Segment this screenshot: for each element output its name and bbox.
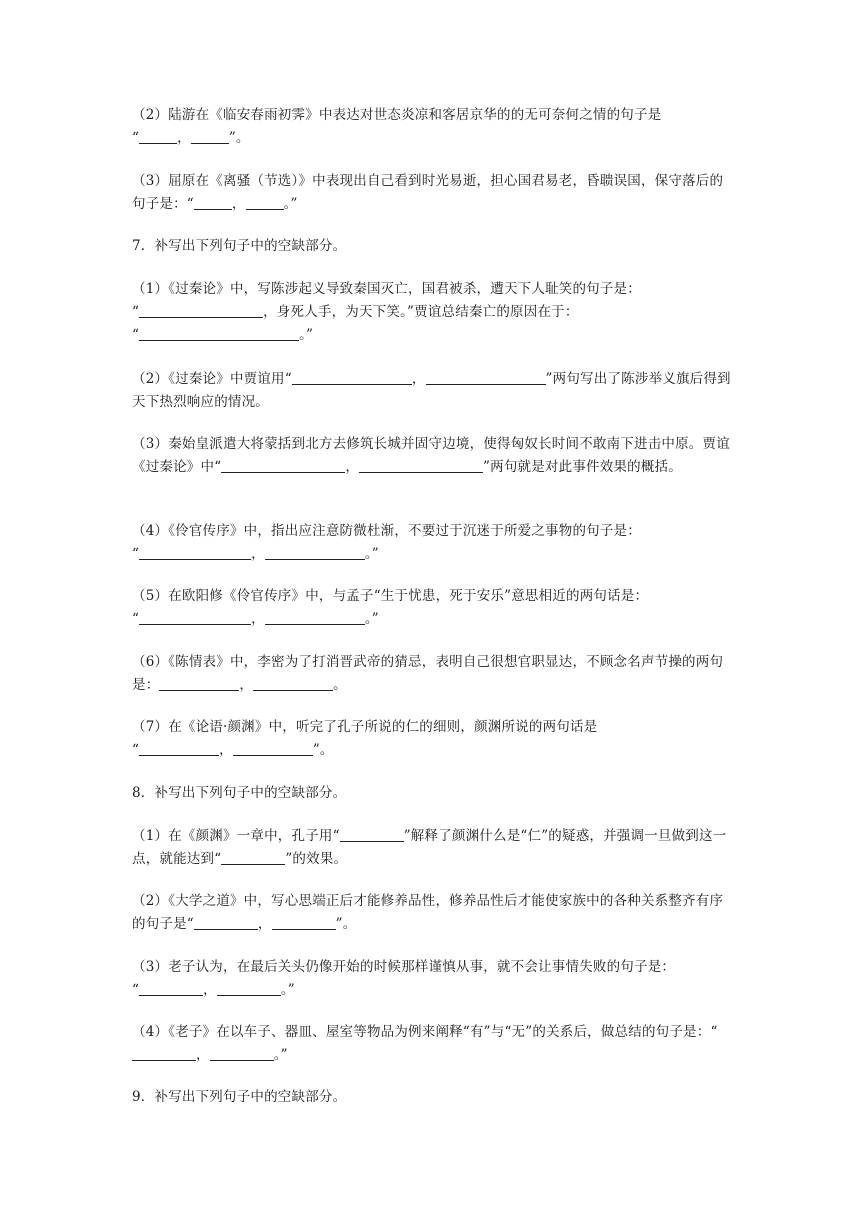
question-8-1: （1）在《颜渊》一章中，孔子用“ ”解释了颜渊什么是“仁”的疑惑，并强调一旦做到这一点，就能达到“ ”的效果。 [132, 828, 727, 867]
answer-blank[interactable] [292, 370, 412, 385]
question-8-4: （4）《老子》在以车子、器皿、屋室等物品为例来阐释“有”与“无”的关系后，做总结的句子是：“， 。” [132, 1024, 718, 1063]
answer-blank[interactable] [139, 303, 263, 318]
answer-blank[interactable] [139, 545, 251, 560]
answer-blank[interactable] [139, 610, 251, 625]
question-7-2: （2）《过秦论》中贾谊用“ ， ”两句写出了陈涉举义旗后得到天下热烈响应的情况。 [132, 371, 731, 410]
answer-blank[interactable] [191, 129, 229, 144]
answer-blank[interactable] [132, 1046, 196, 1061]
answer-blank[interactable] [217, 981, 281, 996]
question-7-6: （6）《陈情表》中，李密为了打消晋武帝的猜忌，表明自己很想官职显达，不顾念名声节操的两句是： ， 。 [132, 654, 724, 693]
question-8-heading: 8．补写出下列句子中的空缺部分。 [132, 785, 347, 801]
answer-blank[interactable] [210, 1046, 274, 1061]
question-7-1: （1）《过秦论》中，写陈涉起义导致秦国灭亡，国君被杀，遭天下人耻笑的句子是： “ ，身死人手，为天下笑。”贾谊总结秦亡的原因在于： “ 。” [132, 281, 641, 343]
answer-blank[interactable] [265, 545, 365, 560]
answer-blank[interactable] [139, 741, 219, 756]
answer-blank[interactable] [340, 827, 404, 842]
question-8-2: （2）《大学之道》中，写心思端正后才能修养品性，修养品性后才能使家族中的各种关系整齐有序的句子是“ ， ”。 [132, 893, 724, 932]
answer-blank[interactable] [426, 370, 546, 385]
answer-blank[interactable] [139, 129, 177, 144]
answer-blank[interactable] [194, 195, 232, 210]
answer-blank[interactable] [159, 676, 239, 691]
answer-blank[interactable] [253, 676, 333, 691]
question-7-5: （5）在欧阳修《伶官传序》中，与孟子“生于忧患，死于安乐”意思相近的两句话是： “ ， 。” [132, 588, 649, 627]
question-7-4: （4）《伶官传序》中，指出应注意防微杜渐，不要过于沉迷于所爱之事物的句子是： “ ， 。” [132, 523, 641, 562]
answer-blank[interactable] [221, 850, 285, 865]
answer-blank[interactable] [194, 915, 258, 930]
answer-blank[interactable] [233, 741, 313, 756]
question-6-2: （2）陆游在《临安春雨初霁》中表达对世态炎凉和客居京华的的无可奈何之情的句子是 “ ， ”。 [132, 107, 662, 146]
answer-blank[interactable] [221, 458, 345, 473]
question-7-7: （7）在《论语·颜渊》中，听完了孔子所说的仁的细则，颜渊所说的两句话是 “ ， ”。 [132, 719, 598, 758]
question-8-3: （3）老子认为，在最后关头仍像开始的时候那样谨慎从事，就不会让事情失败的句子是： “ ， 。” [132, 959, 676, 998]
answer-blank[interactable] [139, 981, 203, 996]
question-6-3: （3）屈原在《离骚（节选）》中表现出自己看到时光易逝，担心国君易老，昏聩误国，保守落后的句子是：“ ， 。” [132, 173, 724, 212]
answer-blank[interactable] [246, 195, 284, 210]
answer-blank[interactable] [272, 915, 336, 930]
answer-blank[interactable] [139, 326, 299, 341]
answer-blank[interactable] [359, 458, 483, 473]
question-7-heading: 7．补写出下列句子中的空缺部分。 [132, 238, 347, 254]
question-9-heading: 9．补写出下列句子中的空缺部分。 [132, 1089, 347, 1105]
question-7-3: （3）秦始皇派遣大将蒙括到北方去修筑长城并固守边境，使得匈奴长时间不敢南下进击中原。贾谊《过秦论》中“ ， ”两句就是对此事件效果的概括。 [132, 436, 730, 475]
answer-blank[interactable] [265, 610, 365, 625]
